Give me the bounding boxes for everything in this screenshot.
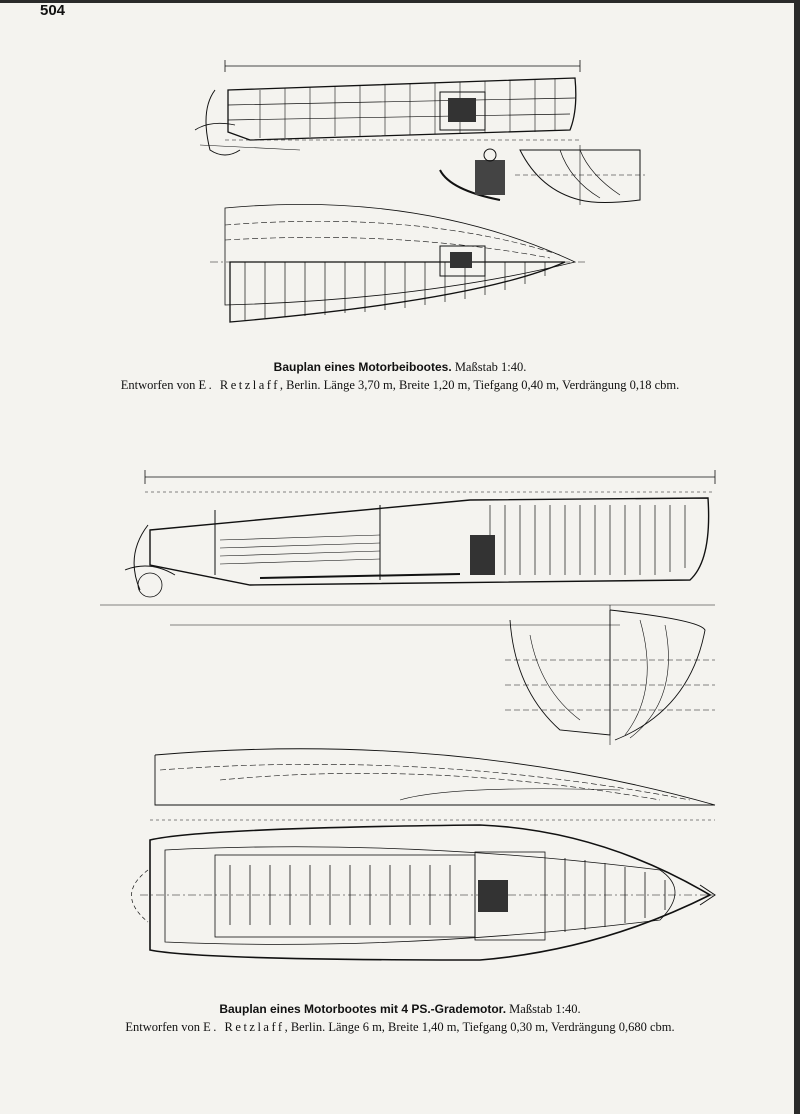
plan1-side-elevation [195, 78, 580, 155]
plan1-body-plan [515, 145, 645, 205]
plan2-scale: Maßstab 1:40. [509, 1002, 581, 1016]
plan2-title: Bauplan eines Motorbootes mit 4 PS.-Grademotor. [219, 1002, 507, 1016]
plan1-specs-line [0, 376, 800, 394]
scan-top-edge [0, 0, 800, 3]
plan1-drawing [0, 50, 800, 340]
plan1-half-breadth-plan [210, 204, 585, 322]
plan2-deck-plan [132, 820, 716, 960]
plan2-side-elevation [100, 498, 715, 625]
plan1-specs: , Berlin. Länge 3,70 m, Breite 1,20 m, Tiefgang 0,40 m, Verdrängung 0,18 cbm. [279, 378, 680, 392]
plan1-title: Bauplan eines Motorbeibootes. [273, 360, 452, 374]
plan1-title-line [0, 358, 800, 376]
plan2-designer-name: E. Retzlaff [203, 1020, 285, 1034]
page-number: 504 [40, 2, 66, 19]
plan2-specs-line [0, 1018, 800, 1036]
plan2-dimension-line [145, 470, 715, 492]
plan1-designer-name: E. Retzlaff [198, 378, 280, 392]
plan1-engine-detail [440, 149, 505, 200]
plan1-dimension-line [225, 60, 580, 72]
plan1-scale: Maßstab 1:40. [454, 360, 527, 374]
plan2-specs: , Berlin. Länge 6 m, Breite 1,40 m, Tiefgang 0,30 m, Verdrängung 0,680 cbm. [284, 1020, 675, 1034]
plan2-profile-lines [155, 749, 715, 805]
plan1-caption [0, 358, 800, 394]
plan2-title-line [0, 1000, 800, 1018]
plan1-designer-prefix: Entworfen von [120, 378, 196, 392]
plan2-designer-prefix: Entworfen von [125, 1020, 201, 1034]
plan2-drawing [0, 460, 800, 980]
plan2-caption [0, 1000, 800, 1036]
plan2-body-plan [505, 605, 715, 745]
